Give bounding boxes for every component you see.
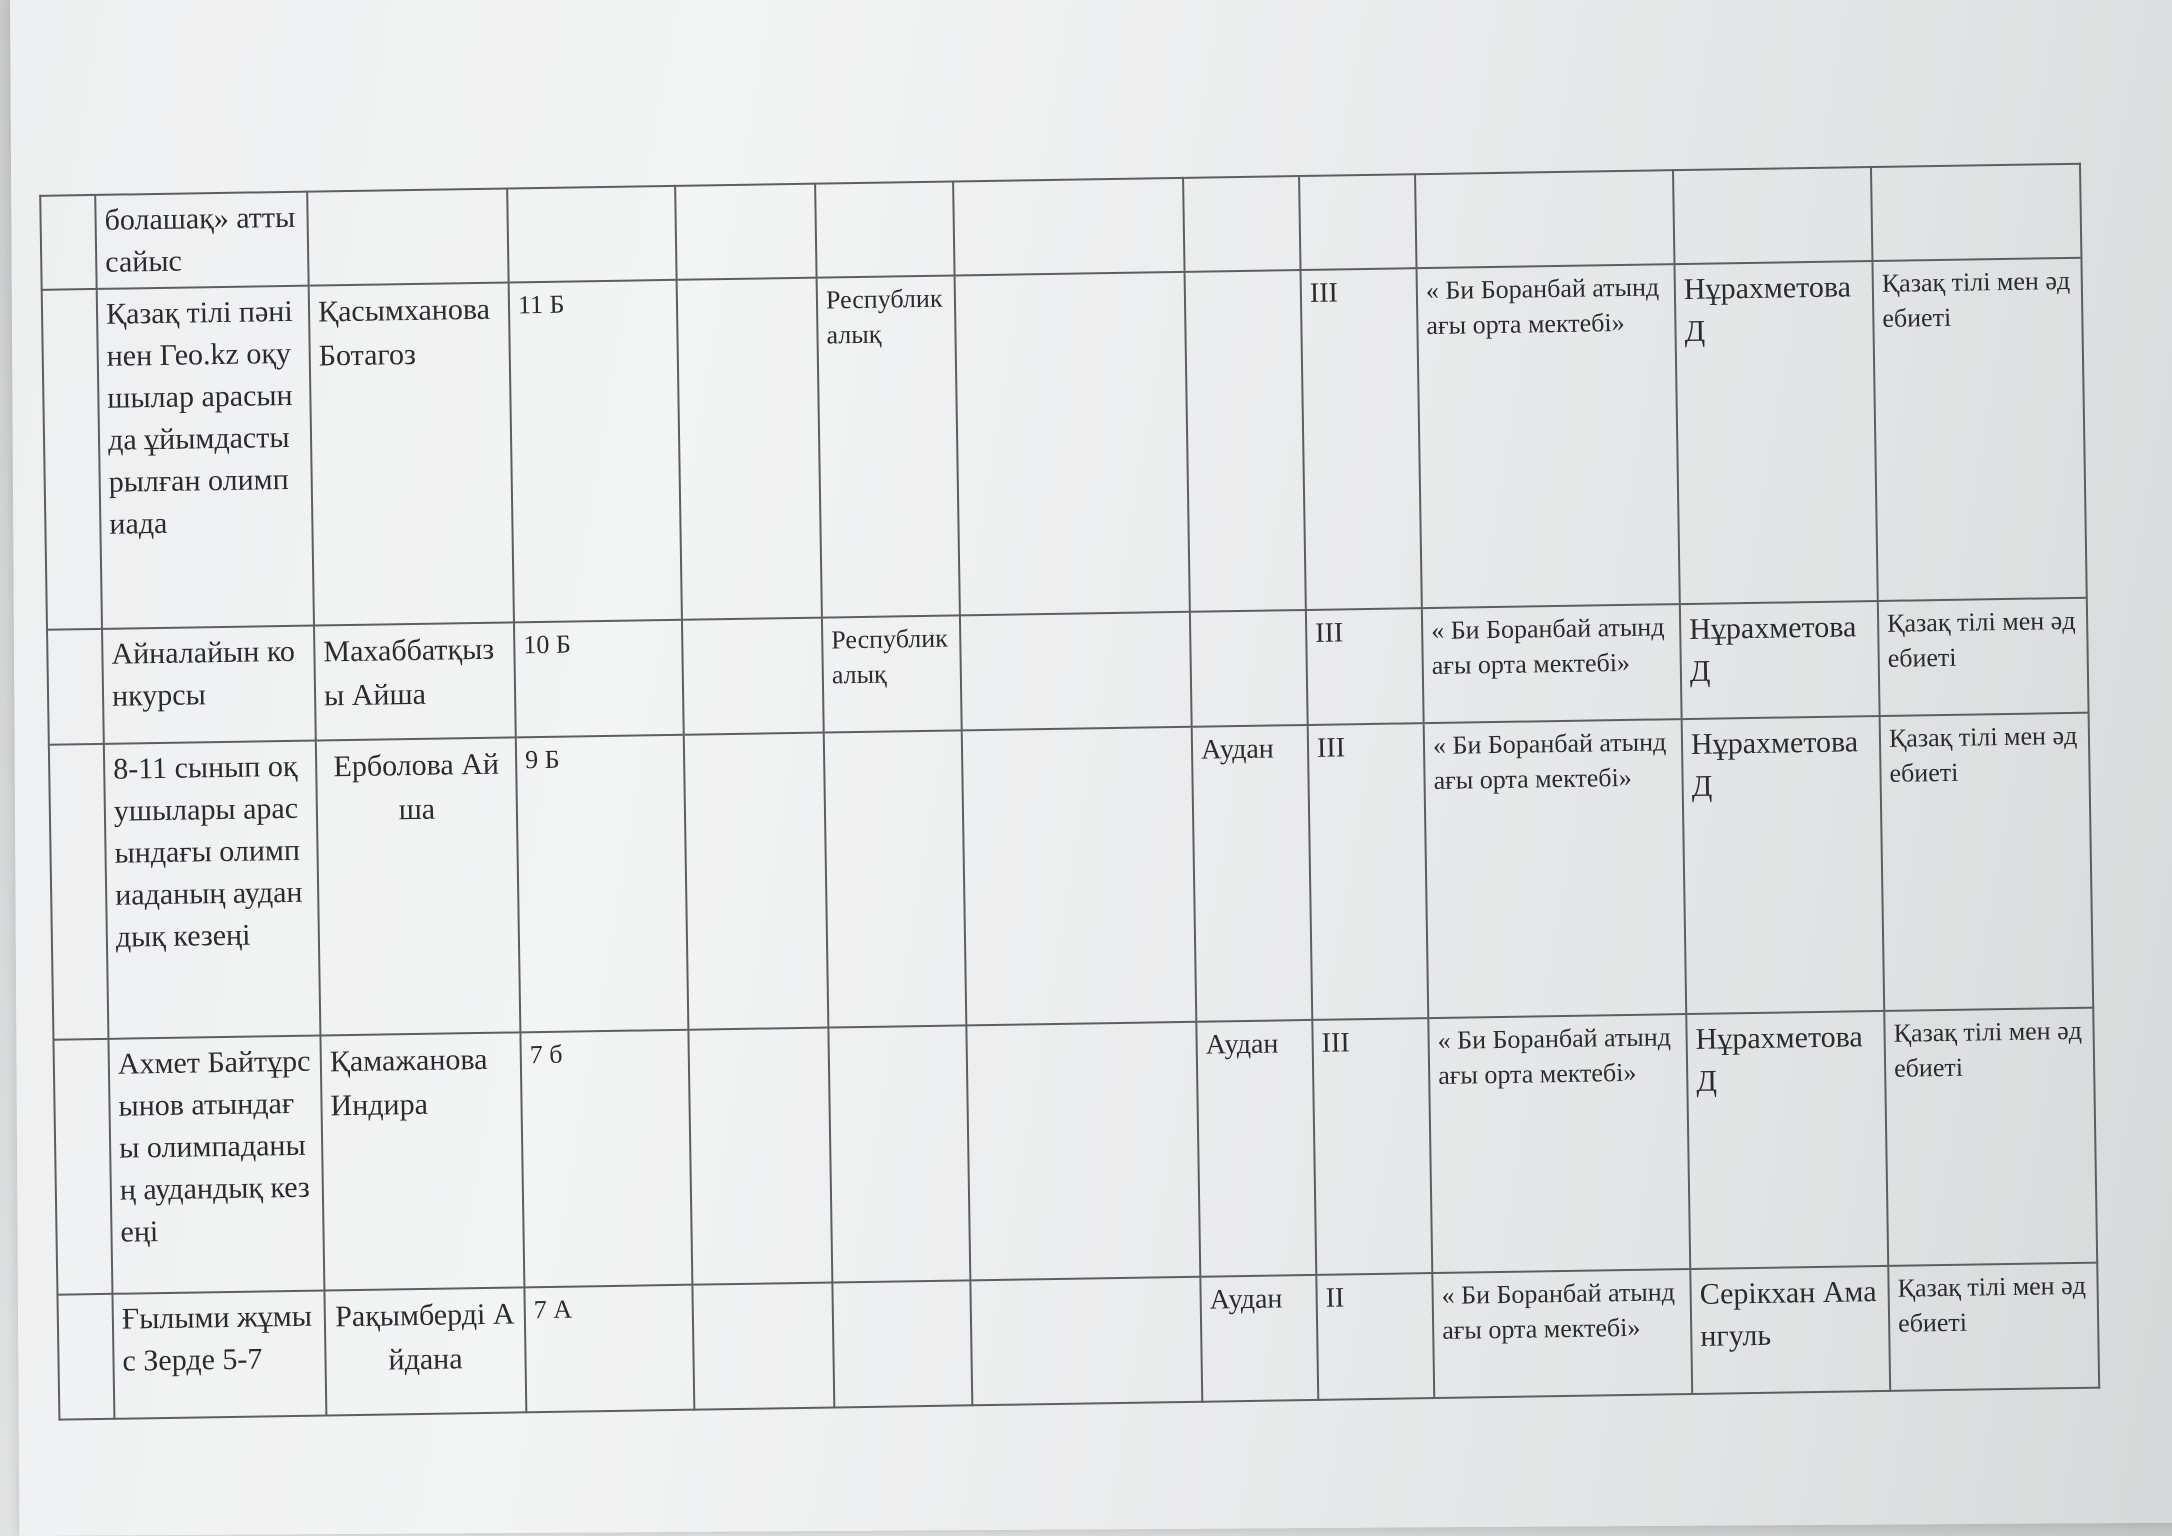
empty-cell <box>970 1277 1202 1406</box>
school-cell <box>1415 170 1674 268</box>
row-number-cell <box>40 195 96 290</box>
table-container <box>39 163 2098 1421</box>
empty-cell <box>953 178 1184 276</box>
event-cell: Ахмет Байтұрсынов атындағы олимпаданың аудандық кезеңі <box>108 1036 324 1294</box>
district-level-cell: Аудан <box>1192 725 1313 1022</box>
empty-cell <box>960 612 1192 731</box>
subject-cell: Қазақ тілі мен әдебиеті <box>1888 1263 2099 1391</box>
subject-cell <box>1871 164 2081 261</box>
district-level-cell: Аудан <box>1200 1275 1318 1402</box>
empty-cell <box>692 1283 834 1410</box>
grade-cell: 10 Б <box>514 620 684 738</box>
event-cell: Қазақ тілі пәнінен Гео.kz оқушылар арасында ұйымдастырылған олимпиада <box>97 286 314 629</box>
school-cell: « Би Боранбай атындағы орта мектебі» <box>1422 604 1682 723</box>
school-cell: « Би Боранбай атындағы орта мектебі» <box>1428 1014 1690 1273</box>
district-level-cell <box>1190 610 1308 727</box>
teacher-cell <box>1673 167 1872 264</box>
achievements-table <box>39 163 2100 1421</box>
teacher-cell: Нұрахметова Д <box>1680 601 1880 719</box>
grade-cell: 7 б <box>520 1030 692 1288</box>
table-row <box>53 1008 2097 1295</box>
empty-cell <box>688 1028 832 1285</box>
empty-cell <box>966 1022 1200 1281</box>
place-cell <box>1299 174 1416 270</box>
republic-level-cell <box>832 1280 972 1407</box>
paper-sheet <box>10 0 2172 1536</box>
district-level-cell <box>1185 270 1306 612</box>
student-cell: Махаббатқызы Айша <box>314 622 516 740</box>
subject-cell: Қазақ тілі мен әдебиеті <box>1872 258 2086 601</box>
student-cell <box>307 188 508 285</box>
empty-cell <box>955 272 1190 616</box>
student-cell: Қасымханова Ботагоз <box>309 282 514 625</box>
empty-cell <box>677 278 822 620</box>
event-cell: болашақ» атты сайыс <box>95 192 308 289</box>
republic-level-cell <box>828 1025 970 1282</box>
teacher-cell: Нұрахметова Д <box>1686 1011 1888 1269</box>
row-number-cell <box>49 744 109 1040</box>
event-cell: 8-11 сынып оқушылары арасындағы олимпиаданың аудандық кезеңі <box>104 741 321 1039</box>
row-number-cell <box>53 1039 112 1295</box>
student-cell: Қамажанова Индира <box>320 1032 524 1290</box>
school-cell: « Би Боранбай атындағы орта мектебі» <box>1432 1269 1692 1398</box>
event-cell: Ғылыми жұмыс Зерде 5-7 <box>112 1290 326 1418</box>
subject-cell: Қазақ тілі мен әдебиеті <box>1884 1008 2097 1266</box>
row-number-cell <box>47 629 104 745</box>
place-cell: III <box>1301 268 1422 610</box>
event-cell: Айналайын конкурсы <box>102 626 316 744</box>
row-number-cell <box>57 1294 114 1420</box>
empty-cell <box>684 733 829 1030</box>
place-cell: II <box>1316 1273 1434 1400</box>
empty-cell <box>682 618 824 735</box>
subject-cell: Қазақ тілі мен әдебиеті <box>1880 713 2094 1011</box>
republic-level-cell <box>815 181 954 277</box>
grade-cell <box>507 186 676 283</box>
district-level-cell <box>1183 176 1300 272</box>
place-cell: III <box>1306 608 1424 725</box>
school-cell: « Би Боранбай атындағы орта мектебі» <box>1424 719 1687 1018</box>
place-cell: III <box>1312 1018 1432 1275</box>
grade-cell: 11 Б <box>509 280 682 623</box>
subject-cell: Қазақ тілі мен әдебиеті <box>1878 598 2089 716</box>
place-cell: III <box>1308 723 1429 1020</box>
empty-cell <box>962 727 1197 1026</box>
republic-level-cell: Республикалық <box>817 275 960 617</box>
district-level-cell: Аудан <box>1196 1020 1316 1277</box>
republic-level-cell <box>824 730 967 1027</box>
student-cell: Ерболова Айша <box>316 737 521 1035</box>
empty-cell <box>675 184 816 280</box>
student-cell: Рақымберді Айдана <box>324 1287 526 1415</box>
teacher-cell: Нұрахметова Д <box>1682 716 1885 1014</box>
grade-cell: 7 А <box>524 1285 694 1413</box>
row-number-cell <box>42 289 102 630</box>
republic-level-cell: Республикалық <box>822 615 962 732</box>
table-row <box>49 713 2093 1040</box>
teacher-cell: Серікхан Амангуль <box>1690 1266 1890 1394</box>
grade-cell: 9 Б <box>516 735 689 1033</box>
table-row <box>42 258 2087 630</box>
school-cell: « Би Боранбай атындағы орта мектебі» <box>1417 264 1680 608</box>
teacher-cell: Нұрахметова Д <box>1674 261 1877 604</box>
